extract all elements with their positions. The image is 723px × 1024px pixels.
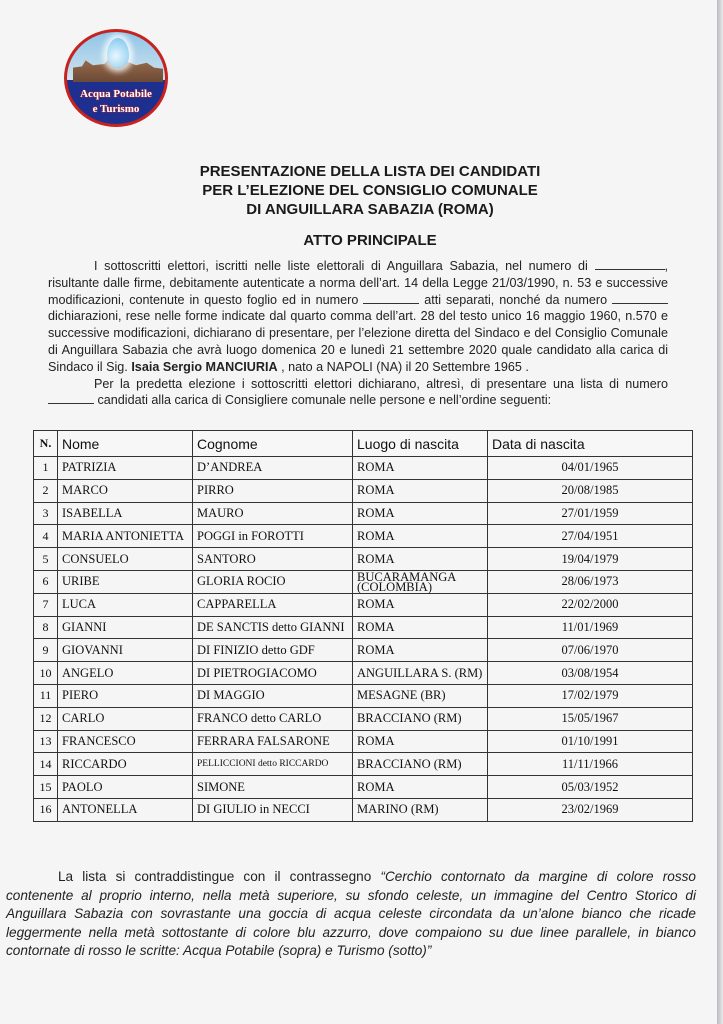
footer-text: [6, 868, 696, 961]
intro-paragraph-1: [48, 258, 668, 376]
title-line-3: DI ANGUILLARA SABAZIA (ROMA): [246, 201, 494, 218]
cell-cognome: FERRARA FALSARONE: [193, 730, 353, 753]
cell-cognome: DE SANCTIS detto GIANNI: [193, 616, 353, 639]
title-line-2: PER L’ELEZIONE DEL CONSIGLIO COMUNALE: [202, 182, 538, 199]
cell-data: 05/03/1952: [488, 776, 693, 799]
cell-data: 03/08/1954: [488, 662, 693, 685]
table-row: [34, 570, 693, 593]
cell-number: 2: [34, 479, 58, 502]
table-row: [34, 776, 693, 799]
cell-data: 04/01/1965: [488, 457, 693, 480]
cell-number: 5: [34, 548, 58, 571]
cell-nome: MARIA ANTONIETTA: [58, 525, 193, 548]
logo-text-line1: Acqua Potabile: [80, 88, 152, 100]
table-row: [34, 502, 693, 525]
cell-cognome: PELLICCIONI detto RICCARDO: [193, 753, 353, 776]
candidates-table: [33, 430, 693, 822]
cell-cognome: DI PIETROGIACOMO: [193, 662, 353, 685]
table-row: [34, 730, 693, 753]
cell-cognome: DI MAGGIO: [193, 684, 353, 707]
cell-nome: PATRIZIA: [58, 457, 193, 480]
document-subtitle: ATTO PRINCIPALE: [303, 232, 437, 249]
cell-luogo: ROMA: [353, 639, 488, 662]
cell-cognome: CAPPARELLA: [193, 593, 353, 616]
cell-number: 12: [34, 707, 58, 730]
footer-plain-text: La lista si contraddistingue con il contrassegno: [58, 869, 372, 884]
logo-text-line2: e Turismo: [92, 103, 140, 115]
cell-number: 7: [34, 593, 58, 616]
table-row: [34, 639, 693, 662]
intro-text-part: , risultante dalle firme, debitamente autenticate a norma dell’art. 14 della Legge 21/03/1990, n. 53 e successive modificazioni, contenute in questo foglio ed in numero: [48, 259, 669, 307]
cell-number: 16: [34, 798, 58, 821]
cell-data: 11/11/1966: [488, 753, 693, 776]
cell-data: 28/06/1973: [488, 570, 693, 593]
cell-luogo: ROMA: [353, 776, 488, 799]
cell-data: 27/01/1959: [488, 502, 693, 525]
cell-data: 23/02/1969: [488, 798, 693, 821]
cell-data: 07/06/1970: [488, 639, 693, 662]
cell-data: 01/10/1991: [488, 730, 693, 753]
header-data: Data di nascita: [488, 431, 693, 457]
list-emblem-logo: [64, 29, 168, 127]
cell-luogo: ROMA: [353, 730, 488, 753]
intro-text-part: candidati alla carica di Consigliere comunale nelle persone e nell’ordine seguenti:: [97, 393, 552, 408]
intro-paragraph-2: [48, 376, 668, 410]
cell-cognome: DI GIULIO in NECCI: [193, 798, 353, 821]
cell-number: 13: [34, 730, 58, 753]
cell-number: 15: [34, 776, 58, 799]
cell-luogo: MESAGNE (BR): [353, 684, 488, 707]
cell-nome: URIBE: [58, 570, 193, 593]
intro-text: [48, 258, 668, 409]
cell-number: 8: [34, 616, 58, 639]
table-row: [34, 548, 693, 571]
cell-luogo: ROMA: [353, 525, 488, 548]
table-row: [34, 525, 693, 548]
cell-data: 27/04/1951: [488, 525, 693, 548]
cell-nome: RICCARDO: [58, 753, 193, 776]
table-row: [34, 707, 693, 730]
cell-nome: LUCA: [58, 593, 193, 616]
table-body: [34, 457, 693, 822]
cell-number: 3: [34, 502, 58, 525]
cell-nome: ANGELO: [58, 662, 193, 685]
cell-nome: ISABELLA: [58, 502, 193, 525]
intro-text-part: Per la predetta elezione i sottoscritti elettori dichiarano, altresì, di presentare una lista di numero: [94, 376, 668, 391]
cell-data: 17/02/1979: [488, 684, 693, 707]
cell-number: 1: [34, 457, 58, 480]
cell-cognome: D’ANDREA: [193, 457, 353, 480]
cell-number: 14: [34, 753, 58, 776]
table-row: [34, 753, 693, 776]
cell-luogo: ROMA: [353, 479, 488, 502]
cell-data: 11/01/1969: [488, 616, 693, 639]
cell-number: 9: [34, 639, 58, 662]
table-row: [34, 684, 693, 707]
cell-cognome: MAURO: [193, 502, 353, 525]
cell-luogo: ROMA: [353, 502, 488, 525]
header-cognome: Cognome: [193, 431, 353, 457]
intro-text-part: atti separati, nonché da numero: [424, 292, 608, 307]
cell-luogo: ANGUILLARA S. (RM): [353, 662, 488, 685]
page-edge: [717, 0, 723, 1024]
intro-text-part: dichiarazioni, rese nelle forme indicate dal quarto comma dell’art. 28 del testo unico 16 maggio 1960, n.570 e successive modificazioni, dichiarano di presentare, per l’elezione diretta del Sindaco e del Consiglio Comunale di Anguillara Sabazia che avrà luogo domenica 20 e lunedì 21 settembre 2020 quale candidato alla carica di Sindaco il Sig.: [48, 309, 668, 374]
cell-cognome: FRANCO detto CARLO: [193, 707, 353, 730]
cell-nome: PIERO: [58, 684, 193, 707]
cell-nome: CARLO: [58, 707, 193, 730]
water-drop-icon: [107, 38, 129, 68]
blank-line: [612, 292, 668, 304]
table-row: [34, 616, 693, 639]
intro-text-part: , nato a NAPOLI (NA) il 20 Settembre 1965 .: [281, 359, 529, 374]
cell-nome: FRANCESCO: [58, 730, 193, 753]
document-title: [140, 162, 600, 219]
cell-data: 15/05/1967: [488, 707, 693, 730]
cell-number: 4: [34, 525, 58, 548]
table-row: [34, 593, 693, 616]
cell-luogo: BUCARAMANGA (COLOMBIA): [353, 570, 488, 593]
cell-cognome: PIRRO: [193, 479, 353, 502]
cell-nome: CONSUELO: [58, 548, 193, 571]
cell-data: 20/08/1985: [488, 479, 693, 502]
table-row: [34, 457, 693, 480]
cell-luogo: BRACCIANO (RM): [353, 707, 488, 730]
cell-luogo: ROMA: [353, 457, 488, 480]
emblem-description: [6, 868, 696, 961]
footer-emblem-description: “Cerchio contornato da margine di colore rosso contenente al proprio interno, nella metà superiore, su sfondo celeste, un immagine del Centro Storico di Anguillara Sabazia con sovrastante una goccia di acqua celeste circondata da un’alone bianco che ricade leggermente nella metà sottostante di colore blu azzurro, dove compaiono su due linee parallele, in bianco contornate di rosso le scritte: Acqua Potabile (sopra) e Turismo (sotto)”: [6, 869, 696, 958]
blank-line: [363, 292, 419, 304]
table-row: [34, 479, 693, 502]
cell-luogo: BRACCIANO (RM): [353, 753, 488, 776]
cell-data: 19/04/1979: [488, 548, 693, 571]
header-luogo: Luogo di nascita: [353, 431, 488, 457]
cell-cognome: SIMONE: [193, 776, 353, 799]
cell-number: 10: [34, 662, 58, 685]
cell-nome: MARCO: [58, 479, 193, 502]
cell-nome: GIANNI: [58, 616, 193, 639]
table-header-row: [34, 431, 693, 457]
header-number: N.: [34, 431, 58, 457]
cell-luogo: ROMA: [353, 593, 488, 616]
intro-text-part: I sottoscritti elettori, iscritti nelle liste elettorali di Anguillara Sabazia, nel numero di: [94, 259, 588, 273]
cell-data: 22/02/2000: [488, 593, 693, 616]
cell-number: 6: [34, 570, 58, 593]
table-row: [34, 662, 693, 685]
mayor-candidate-name: Isaia Sergio MANCIURIA: [131, 359, 278, 374]
header-nome: Nome: [58, 431, 193, 457]
cell-cognome: DI FINIZIO detto GDF: [193, 639, 353, 662]
blank-line: [595, 258, 665, 270]
title-line-1: PRESENTAZIONE DELLA LISTA DEI CANDIDATI: [199, 163, 541, 180]
cell-cognome: GLORIA ROCIO: [193, 570, 353, 593]
cell-nome: GIOVANNI: [58, 639, 193, 662]
cell-number: 11: [34, 684, 58, 707]
cell-nome: PAOLO: [58, 776, 193, 799]
cell-cognome: POGGI in FOROTTI: [193, 525, 353, 548]
cell-nome: ANTONELLA: [58, 798, 193, 821]
cell-luogo: ROMA: [353, 616, 488, 639]
cell-luogo: MARINO (RM): [353, 798, 488, 821]
table-row: [34, 798, 693, 821]
blank-line: [48, 392, 94, 404]
cell-cognome: SANTORO: [193, 548, 353, 571]
cell-luogo: ROMA: [353, 548, 488, 571]
